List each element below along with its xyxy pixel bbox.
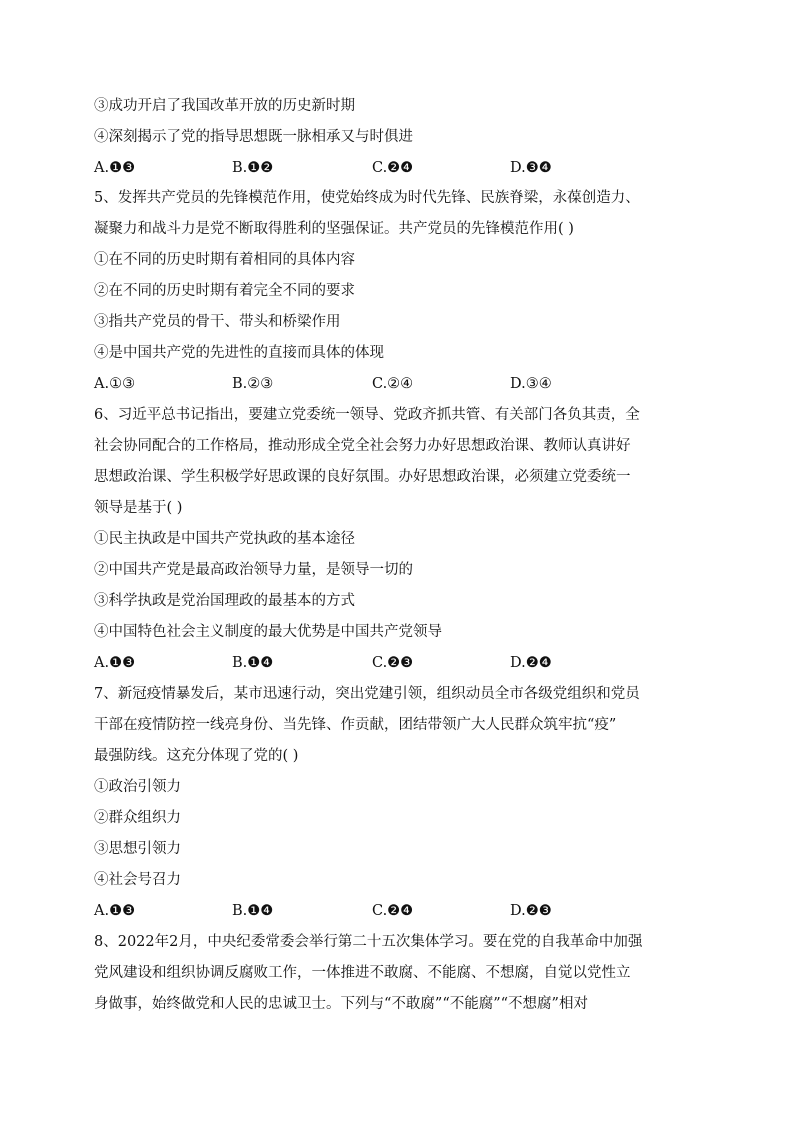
option-line: ③思想引领力 bbox=[94, 841, 181, 857]
choice-c: C.❷❹ bbox=[372, 903, 414, 919]
choice-b: B.❶❹ bbox=[232, 655, 274, 671]
choice-b: B.②③ bbox=[232, 376, 274, 392]
question-5-stem: 5、发挥共产党员的先锋模范作用，使党始终成为时代先锋、民族脊梁，永葆创造力、 bbox=[94, 190, 640, 206]
answer-choices bbox=[94, 653, 694, 673]
answer-choices bbox=[94, 901, 694, 921]
option-line: ②中国共产党是最高政治领导力量，是领导一切的 bbox=[94, 562, 413, 578]
option-line: ③指共产党员的骨干、带头和桥梁作用 bbox=[94, 314, 341, 330]
choice-c: C.❷❸ bbox=[372, 655, 414, 671]
choice-b: B.❶❹ bbox=[232, 903, 274, 919]
choice-a: A.❶❸ bbox=[94, 655, 136, 671]
choice-c: C.②④ bbox=[372, 376, 414, 392]
option-line: ①民主执政是中国共产党执政的基本途径 bbox=[94, 531, 355, 547]
option-line: ④社会号召力 bbox=[94, 872, 181, 888]
question-8-stem: 8、2022年2月，中央纪委常委会举行第二十五次集体学习。要在党的自我革命中加强 bbox=[94, 934, 643, 950]
question-6-stem: 领导是基于( ) bbox=[94, 500, 183, 516]
option-line: ④是中国共产党的先进性的直接而具体的体现 bbox=[94, 345, 384, 361]
choice-d: D.❷❸ bbox=[510, 903, 552, 919]
question-8-stem: 党风建设和组织协调反腐败工作，一体推进不敢腐、不能腐、不想腐，自觉以党性立 bbox=[94, 965, 631, 981]
option-line: ②在不同的历史时期有着完全不同的要求 bbox=[94, 283, 355, 299]
option-line: ③科学执政是党治国理政的最基本的方式 bbox=[94, 593, 355, 609]
choice-b: B.❶❷ bbox=[232, 160, 274, 176]
choice-d: D.③④ bbox=[510, 376, 552, 392]
question-7-stem: 干部在疫情防控一线亮身份、当先锋、作贡献，团结带领广大人民群众筑牢抗“疫” bbox=[94, 717, 617, 733]
choice-c: C.❷❹ bbox=[372, 160, 414, 176]
choice-a: A.①③ bbox=[94, 376, 136, 392]
question-7-stem: 7、新冠疫情暴发后，某市迅速行动，突出党建引领，组织动员全市各级党组织和党员 bbox=[94, 686, 640, 702]
question-8-stem: 身做事，始终做党和人民的忠诚卫士。下列与“不敢腐”“不能腐”“不想腐”相对 bbox=[94, 996, 588, 1012]
option-line: ③成功开启了我国改革开放的历史新时期 bbox=[94, 98, 355, 114]
option-line: ④中国特色社会主义制度的最大优势是中国共产党领导 bbox=[94, 624, 442, 640]
question-6-stem: 思想政治课、学生积极学好思政课的良好氛围。办好思想政治课，必须建立党委统一 bbox=[94, 469, 631, 485]
question-6-stem: 6、习近平总书记指出，要建立党委统一领导、党政齐抓共管、有关部门各负其责，全 bbox=[94, 407, 640, 423]
choice-d: D.❷❹ bbox=[510, 655, 552, 671]
option-line: ④深刻揭示了党的指导思想既一脉相承又与时俱进 bbox=[94, 129, 413, 145]
question-7-stem: 最强防线。这充分体现了党的( ) bbox=[94, 748, 299, 764]
option-line: ②群众组织力 bbox=[94, 810, 181, 826]
choice-a: A.❶❸ bbox=[94, 903, 136, 919]
option-line: ①在不同的历史时期有着相同的具体内容 bbox=[94, 252, 355, 268]
answer-choices bbox=[94, 374, 694, 394]
option-line: ①政治引领力 bbox=[94, 779, 181, 795]
answer-choices bbox=[94, 158, 694, 178]
question-5-stem: 凝聚力和战斗力是党不断取得胜利的坚强保证。共产党员的先锋模范作用( ) bbox=[94, 221, 574, 237]
choice-a: A.❶❸ bbox=[94, 160, 136, 176]
choice-d: D.❸❹ bbox=[510, 160, 552, 176]
question-6-stem: 社会协同配合的工作格局，推动形成全党全社会努力办好思想政治课、教师认真讲好 bbox=[94, 438, 631, 454]
